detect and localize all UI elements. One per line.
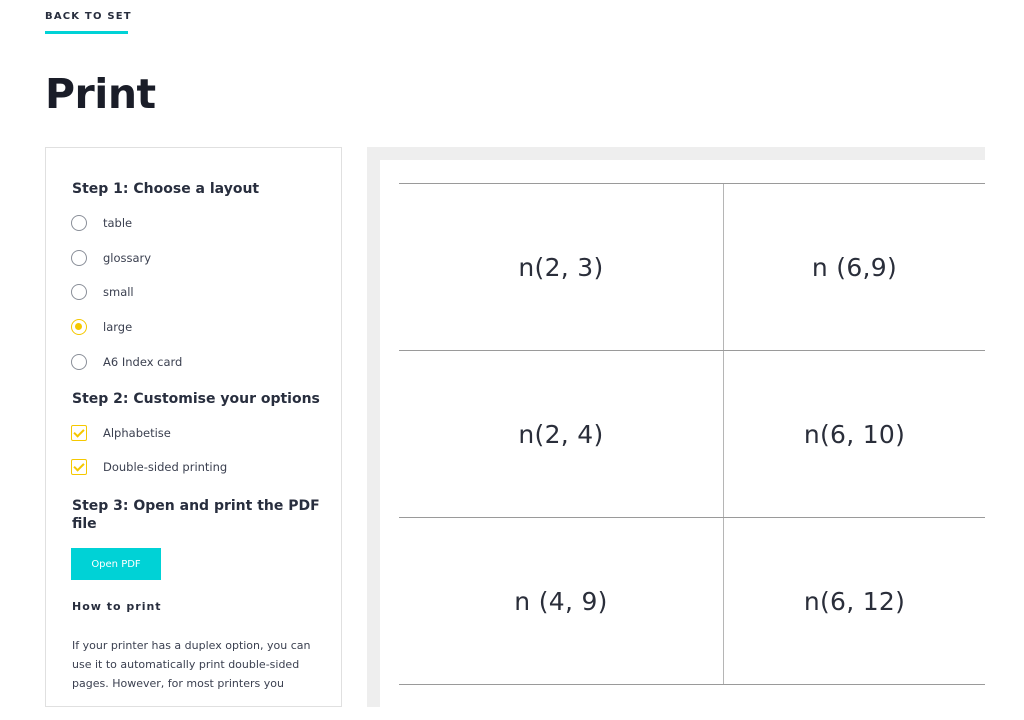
radio-table[interactable] xyxy=(71,215,87,231)
page-title: Print xyxy=(45,70,156,118)
option-alphabetise[interactable] xyxy=(71,424,171,442)
layout-option-label: small xyxy=(103,285,134,299)
card-cell: n(6, 12) xyxy=(723,518,985,684)
pdf-preview-area[interactable] xyxy=(367,147,985,707)
card-row xyxy=(399,184,985,351)
open-pdf-button[interactable]: Open PDF xyxy=(71,548,161,580)
layout-option-small[interactable] xyxy=(71,283,134,301)
radio-small[interactable] xyxy=(71,284,87,300)
layout-option-label: large xyxy=(103,320,133,334)
how-to-print-text: If your printer has a duplex option, you can use it to automatically print double-sided pages. However, for most printers you xyxy=(72,639,311,690)
radio-a6-index-card[interactable] xyxy=(71,354,87,370)
step3-heading: Step 3: Open and print the PDF file xyxy=(72,498,320,532)
step2-heading: Step 2: Customise your options xyxy=(72,391,320,407)
back-to-set-link[interactable]: BACK TO SET xyxy=(45,11,128,34)
layout-option-table[interactable] xyxy=(71,214,132,232)
radio-glossary[interactable] xyxy=(71,250,87,266)
card-cell: n (4, 9) xyxy=(514,586,608,616)
checkbox-alphabetise[interactable] xyxy=(71,425,87,441)
card-grid xyxy=(399,183,985,685)
layout-option-large[interactable] xyxy=(71,318,132,336)
layout-option-a6-index-card[interactable] xyxy=(71,353,182,371)
card-row xyxy=(399,518,985,685)
option-double-sided-printing[interactable] xyxy=(71,458,227,476)
layout-option-label: glossary xyxy=(103,251,152,265)
layout-option-label: table xyxy=(103,216,133,230)
card-row xyxy=(399,351,985,518)
layout-option-label: A6 Index card xyxy=(103,355,183,369)
preview-page xyxy=(380,160,985,720)
checkbox-double-sided-printing[interactable] xyxy=(71,459,87,475)
print-options-panel xyxy=(45,147,342,707)
card-cell: n(6, 10) xyxy=(723,351,985,517)
card-cell: n(2, 4) xyxy=(518,419,604,449)
layout-option-glossary[interactable] xyxy=(71,249,151,267)
card-cell: n (6,9) xyxy=(723,184,985,350)
radio-large[interactable] xyxy=(71,319,87,335)
step1-heading: Step 1: Choose a layout xyxy=(72,181,260,197)
option-label: Alphabetise xyxy=(103,426,171,440)
card-cell: n(2, 3) xyxy=(518,252,604,282)
option-label: Double-sided printing xyxy=(103,460,228,474)
how-to-print-heading: How to print xyxy=(72,600,162,613)
